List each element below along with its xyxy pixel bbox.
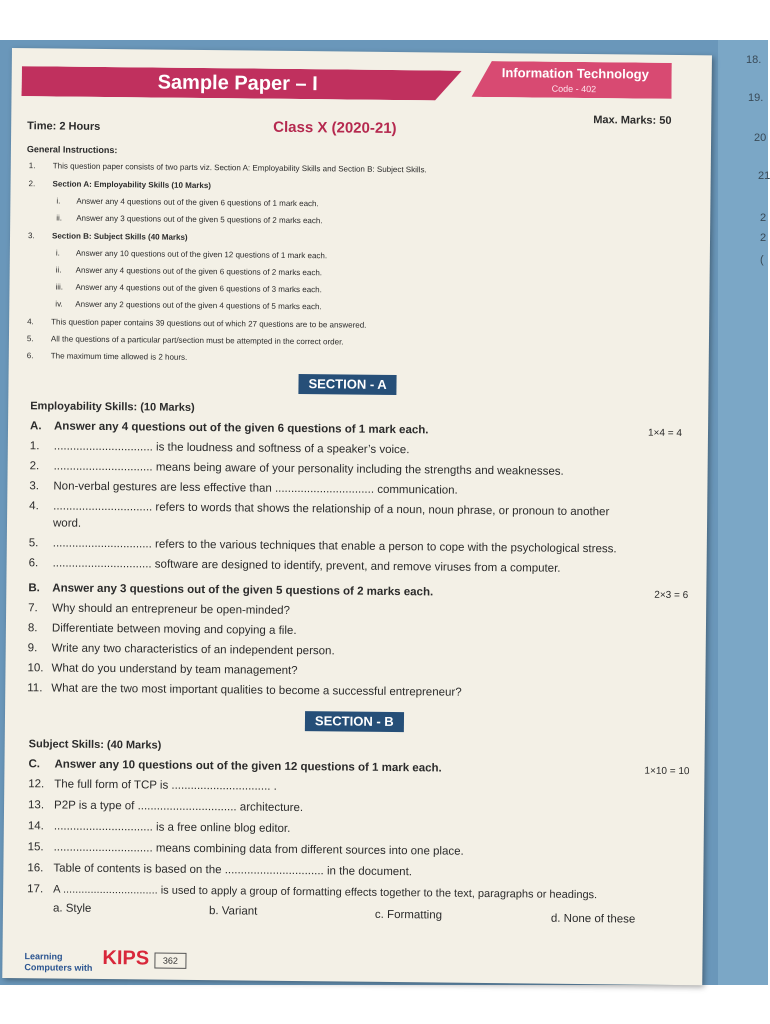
question-number: 12. [28,778,45,791]
question-number: 17. [27,883,44,896]
question-text: Why should an entrepreneur be open-minded? [52,602,291,617]
instruction-number: iii. [55,282,64,292]
question-number: 15. [27,841,44,854]
question-text: ............................... refers to the various techniques that enable a person to cope with the psychological stress. [52,537,617,556]
edge-number: 2 [760,212,767,224]
question-number: 13. [28,799,45,812]
part-marks: 1×10 = 10 [644,765,690,778]
instruction-text: Answer any 10 questions out of the given 12 questions of 1 mark each. [75,248,328,261]
question-text: What do you understand by team management? [51,662,298,678]
instruction-number: 1. [28,161,36,171]
edge-number: 19. [748,92,764,104]
part-label: C. [28,758,41,771]
option-c: c. Formatting [374,908,443,922]
question-number: 16. [27,862,44,875]
question-text: ............................... is a free online blog editor. [53,820,291,835]
question-text: ............................... software are designed to identify, prevent, and remove viruses from a computer. [52,557,561,575]
section-b-heading: Subject Skills: (40 Marks) [28,738,162,752]
edge-number: 2 [760,232,767,244]
instruction-number: 6. [26,351,34,361]
question-text: ............................... is the loudness and softness of a speaker’s voice. [53,440,410,457]
question-text: Write any two characteristics of an independent person. [51,642,335,658]
instruction-text: The maximum time allowed is 2 hours. [50,351,188,362]
instruction-text: This question paper contains 39 questions out of which 27 questions are to be answered. [51,317,367,330]
question-number: 1. [29,440,40,453]
edge-number: 20 [754,132,767,144]
subject-name: Information Technology [501,65,649,82]
question-text: What are the two most important qualities to become a successful entrepreneur? [51,682,462,699]
paper-title: Sample Paper – I [157,71,318,96]
instruction-text: Answer any 4 questions out of the given 6 questions of 3 marks each. [75,282,322,295]
question-number: 3. [29,480,40,493]
question-text: ............................... refers to words that shows the relationship of a noun, noun phrase, or pronoun to another [53,500,610,519]
footer-brand-line1: Learning [24,951,63,962]
question-number: 2. [29,460,40,473]
time-allowed: Time: 2 Hours [27,120,101,133]
section-a-badge: SECTION - A [298,374,396,395]
part-instruction: Answer any 4 questions out of the given 6 questions of 1 mark each. [53,420,429,437]
question-number: 5. [28,537,39,550]
part-instruction: Answer any 3 questions out of the given 5 questions of 2 marks each. [52,582,434,599]
instruction-text: Answer any 4 questions out of the given 6 questions of 2 marks each. [75,265,323,278]
max-marks: Max. Marks: 50 [593,114,672,127]
adjacent-page-edge [718,40,768,985]
subject-code: Code - 402 [551,83,597,95]
question-text: ............................... means being aware of your personality including the strengths and weaknesses. [53,460,564,478]
edge-number: 21 [758,170,770,182]
instruction-text: This question paper consists of two parts viz. Section A: Employability Skills and Section B: Subject Skills. [52,161,427,175]
instruction-text: Section A: Employability Skills (10 Marks) [52,179,212,191]
instruction-number: iv. [55,299,63,309]
instruction-number: 4. [27,317,34,327]
instructions-title: General Instructions: [26,144,118,156]
edge-number: ( [760,254,764,266]
part-marks: 2×3 = 6 [654,589,689,602]
kips-logo: KIPS [102,946,150,970]
part-label: A. [29,420,42,433]
section-b-badge: SECTION - B [305,711,404,732]
question-text: A ............................... is used to apply a group of formatting effects together to the text, paragraphs or headings. [53,883,598,902]
instruction-text: All the questions of a particular part/section must be attempted in the correct order. [50,334,344,347]
instruction-text: Answer any 4 questions out of the given 6 questions of 1 mark each. [76,196,319,209]
instruction-text: Answer any 2 questions out of the given 4 questions of 5 marks each. [75,299,322,312]
part-instruction: Answer any 10 questions out of the given 12 questions of 1 mark each. [54,758,442,775]
instruction-text: Answer any 3 questions out of the given 5 questions of 2 marks each. [76,213,323,226]
question-number: 10. [27,662,44,675]
class-label: Class X (2020-21) [273,118,397,138]
question-text: ............................... means combining data from different sources into one place. [53,841,464,858]
question-number: 14. [27,820,44,833]
option-d: d. None of these [550,912,636,926]
page-number: 362 [154,953,186,969]
question-number: 8. [27,622,38,635]
footer-brand-text [24,951,92,974]
option-b: b. Variant [208,905,258,918]
footer-brand-line2: Computers with [24,962,93,973]
question-text: Non-verbal gestures are less effective than ............................... communication. [53,480,458,497]
question-text: P2P is a type of ............................... architecture. [54,799,304,815]
question-number: 11. [27,682,43,695]
instruction-number: i. [55,248,60,258]
question-number: 9. [27,642,38,655]
instruction-number: i. [56,196,61,206]
instruction-number: ii. [55,265,62,275]
part-label: B. [28,582,40,595]
instruction-number: 3. [27,231,35,241]
question-number: 7. [28,602,38,615]
instruction-text: Section B: Subject Skills (40 Marks) [51,231,188,242]
question-text: Differentiate between moving and copying a file. [51,622,297,638]
part-marks: 1×4 = 4 [647,427,682,440]
question-number: 6. [28,557,39,570]
section-a-heading: Employability Skills: (10 Marks) [30,400,195,414]
instruction-number: 2. [28,179,36,189]
question-text: The full form of TCP is ............................... . [54,778,277,793]
option-a: a. Style [52,902,92,915]
question-number: 4. [29,500,39,513]
question-text: Table of contents is based on the ............................... in the document. [53,862,413,879]
instruction-number: ii. [56,213,63,223]
instruction-number: 5. [26,334,34,344]
exam-page [2,48,712,985]
edge-number: 18. [746,54,762,66]
question-text-continued: word. [52,517,82,530]
